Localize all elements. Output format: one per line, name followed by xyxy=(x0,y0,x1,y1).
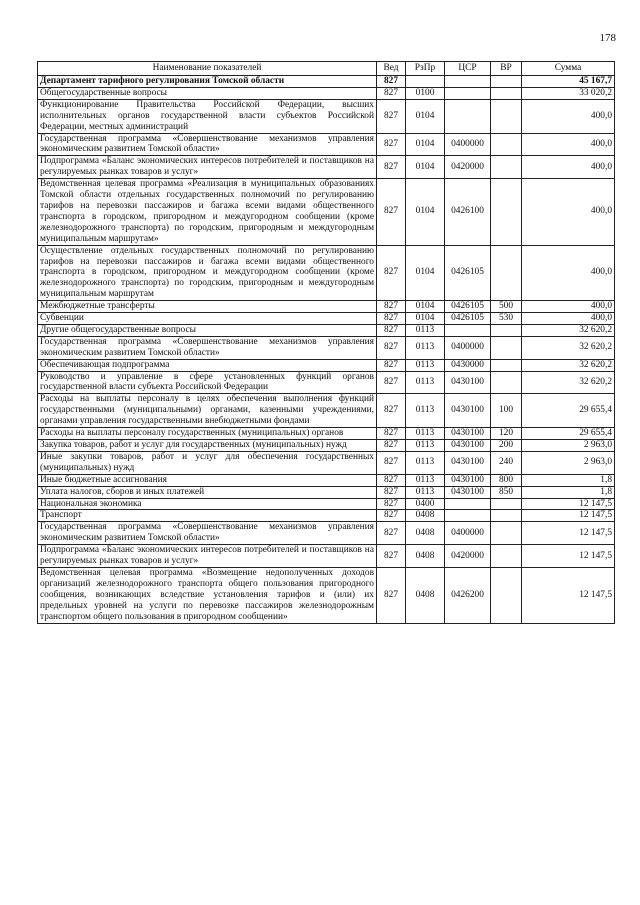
row-sum: 400,0 xyxy=(522,156,615,179)
row-csr: 0430000 xyxy=(445,359,491,371)
table-row xyxy=(38,179,615,245)
row-rz: 0113 xyxy=(406,394,445,428)
table-header-row xyxy=(38,62,615,76)
row-ved: 827 xyxy=(377,486,406,498)
row-vr: 120 xyxy=(491,428,522,440)
row-csr: 0426105 xyxy=(445,301,491,313)
row-csr: 0426105 xyxy=(445,313,491,325)
row-vr: 500 xyxy=(491,301,522,313)
row-rz xyxy=(406,76,445,88)
row-vr xyxy=(491,498,522,510)
row-vr: 850 xyxy=(491,486,522,498)
table-row xyxy=(38,428,615,440)
row-vr xyxy=(491,567,522,623)
row-csr xyxy=(445,76,491,88)
row-rz: 0104 xyxy=(406,301,445,313)
row-sum: 12 147,5 xyxy=(522,498,615,510)
table-row xyxy=(38,522,615,545)
row-name: Закупка товаров, работ и услуг для государственных (муниципальных) нужд xyxy=(38,440,377,452)
row-csr: 0430100 xyxy=(445,394,491,428)
row-rz: 0408 xyxy=(406,510,445,522)
row-ved: 827 xyxy=(377,451,406,474)
row-rz: 0408 xyxy=(406,545,445,568)
row-rz: 0100 xyxy=(406,87,445,99)
table-row xyxy=(38,567,615,623)
row-name: Расходы на выплаты персоналу в целях обеспечения выполнения функций государственными (муниципальными) органами, казенными учреждениями, органами управления государственными внебюджетными фондами xyxy=(38,394,377,428)
row-rz: 0104 xyxy=(406,99,445,133)
header-ved: Вед xyxy=(377,62,406,76)
row-sum: 32 620,2 xyxy=(522,371,615,394)
row-name: Функционирование Правительства Российской Федерации, высших исполнительных органов государственной власти субъектов Российской Федерации, местных администраций xyxy=(38,99,377,133)
row-csr: 0426100 xyxy=(445,179,491,245)
row-name: Другие общегосударственные вопросы xyxy=(38,324,377,336)
table-row xyxy=(38,359,615,371)
row-ved: 827 xyxy=(377,245,406,301)
row-rz: 0104 xyxy=(406,245,445,301)
table-row xyxy=(38,76,615,88)
row-vr xyxy=(491,99,522,133)
row-name: Иные бюджетные ассигнования xyxy=(38,474,377,486)
row-vr xyxy=(491,76,522,88)
row-ved: 827 xyxy=(377,498,406,510)
row-ved: 827 xyxy=(377,156,406,179)
budget-table xyxy=(37,61,615,624)
row-ved: 827 xyxy=(377,567,406,623)
row-rz: 0113 xyxy=(406,474,445,486)
row-csr: 0430100 xyxy=(445,371,491,394)
row-csr: 0426105 xyxy=(445,245,491,301)
row-name: Руководство и управление в сфере установленных функций органов государственной власти субъекта Российской Федерации xyxy=(38,371,377,394)
row-name: Обеспечивающая подпрограмма xyxy=(38,359,377,371)
table-row xyxy=(38,474,615,486)
row-rz: 0113 xyxy=(406,440,445,452)
row-sum: 33 020,2 xyxy=(522,87,615,99)
row-sum: 29 655,4 xyxy=(522,428,615,440)
row-sum: 400,0 xyxy=(522,99,615,133)
row-vr: 200 xyxy=(491,440,522,452)
row-sum: 400,0 xyxy=(522,313,615,325)
header-vr: ВР xyxy=(491,62,522,76)
row-sum: 12 147,5 xyxy=(522,567,615,623)
row-vr: 240 xyxy=(491,451,522,474)
row-vr xyxy=(491,522,522,545)
row-vr: 100 xyxy=(491,394,522,428)
row-ved: 827 xyxy=(377,359,406,371)
row-name: Расходы на выплаты персоналу государственных (муниципальных) органов xyxy=(38,428,377,440)
row-name: Иные закупки товаров, работ и услуг для обеспечения государственных (муниципальных) нужд xyxy=(38,451,377,474)
table-row xyxy=(38,498,615,510)
row-name: Уплата налогов, сборов и иных платежей xyxy=(38,486,377,498)
table-row xyxy=(38,371,615,394)
row-name: Межбюджетные трансферты xyxy=(38,301,377,313)
row-name: Департамент тарифного регулирования Томской области xyxy=(38,76,377,88)
row-name: Транспорт xyxy=(38,510,377,522)
row-csr xyxy=(445,99,491,133)
row-name: Осуществление отдельных государственных полномочий по регулированию тарифов на перевозки пассажиров и багажа всеми видами общественного транспорта в городском, пригородном и междугородном сообщении (кроме железнодорожного транспорта) по городским, пригородным и междугородным муниципальным маршрутам xyxy=(38,245,377,301)
table-row xyxy=(38,99,615,133)
table-body xyxy=(38,76,615,624)
row-vr xyxy=(491,545,522,568)
row-rz: 0113 xyxy=(406,371,445,394)
table-row xyxy=(38,451,615,474)
row-sum: 32 620,2 xyxy=(522,359,615,371)
row-csr xyxy=(445,324,491,336)
row-ved: 827 xyxy=(377,394,406,428)
row-csr: 0430100 xyxy=(445,428,491,440)
row-name: Национальная экономика xyxy=(38,498,377,510)
row-ved: 827 xyxy=(377,474,406,486)
row-sum: 12 147,5 xyxy=(522,545,615,568)
row-csr xyxy=(445,87,491,99)
table-row xyxy=(38,510,615,522)
row-csr: 0420000 xyxy=(445,156,491,179)
row-csr: 0426200 xyxy=(445,567,491,623)
row-name: Подпрограмма «Баланс экономических интересов потребителей и поставщиков на регулируемых рынках товаров и услуг» xyxy=(38,156,377,179)
row-sum: 2 963,0 xyxy=(522,451,615,474)
row-ved: 827 xyxy=(377,313,406,325)
row-rz: 0113 xyxy=(406,451,445,474)
row-rz: 0113 xyxy=(406,359,445,371)
table-row xyxy=(38,245,615,301)
row-name: Ведомственная целевая программа «Возмещение недополученных доходов организаций железнодорожного транспорта общего пользования пригородного сообщения, возникающих вследствие установления тарифов и (или) их предельных уровней на услуги по перевозке пассажиров железнодорожным транспортом общего пользования в пригородном сообщении» xyxy=(38,567,377,623)
row-sum: 400,0 xyxy=(522,301,615,313)
row-rz: 0104 xyxy=(406,179,445,245)
row-sum: 12 147,5 xyxy=(522,510,615,522)
row-ved: 827 xyxy=(377,301,406,313)
row-vr xyxy=(491,324,522,336)
row-csr: 0400000 xyxy=(445,133,491,156)
table-row xyxy=(38,301,615,313)
row-csr: 0400000 xyxy=(445,522,491,545)
row-name: Государственная программа «Совершенствование механизмов управления экономическим развитием Томской области» xyxy=(38,336,377,359)
row-name: Государственная программа «Совершенствование механизмов управления экономическим развитием Томской области» xyxy=(38,133,377,156)
row-rz: 0104 xyxy=(406,133,445,156)
row-ved: 827 xyxy=(377,522,406,545)
row-sum: 29 655,4 xyxy=(522,394,615,428)
row-ved: 827 xyxy=(377,99,406,133)
header-csr: ЦСР xyxy=(445,62,491,76)
row-sum: 400,0 xyxy=(522,179,615,245)
row-csr xyxy=(445,498,491,510)
row-csr: 0430100 xyxy=(445,440,491,452)
page-number: 178 xyxy=(599,32,616,44)
row-sum: 1,8 xyxy=(522,474,615,486)
row-rz: 0113 xyxy=(406,324,445,336)
table-row xyxy=(38,486,615,498)
row-rz: 0113 xyxy=(406,428,445,440)
row-csr xyxy=(445,510,491,522)
table-row xyxy=(38,545,615,568)
row-sum: 45 167,7 xyxy=(522,76,615,88)
row-ved: 827 xyxy=(377,324,406,336)
row-ved: 827 xyxy=(377,510,406,522)
row-ved: 827 xyxy=(377,133,406,156)
row-ved: 827 xyxy=(377,336,406,359)
row-ved: 827 xyxy=(377,87,406,99)
row-rz: 0400 xyxy=(406,498,445,510)
table-row xyxy=(38,87,615,99)
row-vr xyxy=(491,179,522,245)
row-vr xyxy=(491,133,522,156)
row-ved: 827 xyxy=(377,545,406,568)
row-vr: 800 xyxy=(491,474,522,486)
row-csr: 0430100 xyxy=(445,486,491,498)
row-sum: 400,0 xyxy=(522,245,615,301)
row-vr xyxy=(491,87,522,99)
row-name: Общегосударственные вопросы xyxy=(38,87,377,99)
header-rz: РзПр xyxy=(406,62,445,76)
row-sum: 32 620,2 xyxy=(522,324,615,336)
row-vr xyxy=(491,371,522,394)
row-name: Ведомственная целевая программа «Реализация в муниципальных образованиях Томской области отдельных государственных полномочий по регулированию тарифов на перевозки пассажиров и багажа всеми видами общественного транспорта в городском, пригородном и междугородном сообщении (кроме железнодорожного транспорта) по городским, пригородным и междугородным муниципальным маршрутам» xyxy=(38,179,377,245)
row-vr xyxy=(491,156,522,179)
row-vr: 530 xyxy=(491,313,522,325)
table-row xyxy=(38,336,615,359)
row-vr xyxy=(491,510,522,522)
row-csr: 0420000 xyxy=(445,545,491,568)
table-row xyxy=(38,394,615,428)
row-csr: 0430100 xyxy=(445,451,491,474)
row-name: Государственная программа «Совершенствование механизмов управления экономическим развитием Томской области» xyxy=(38,522,377,545)
table-row xyxy=(38,440,615,452)
row-sum: 2 963,0 xyxy=(522,440,615,452)
row-rz: 0113 xyxy=(406,336,445,359)
row-ved: 827 xyxy=(377,428,406,440)
row-sum: 400,0 xyxy=(522,133,615,156)
row-rz: 0104 xyxy=(406,313,445,325)
row-rz: 0113 xyxy=(406,486,445,498)
table-row xyxy=(38,133,615,156)
row-ved: 827 xyxy=(377,440,406,452)
row-sum: 12 147,5 xyxy=(522,522,615,545)
row-vr xyxy=(491,359,522,371)
header-name: Наименование показателей xyxy=(38,62,377,76)
row-sum: 32 620,2 xyxy=(522,336,615,359)
row-rz: 0408 xyxy=(406,522,445,545)
row-vr xyxy=(491,245,522,301)
row-name: Подпрограмма «Баланс экономических интересов потребителей и поставщиков на регулируемых рынках товаров и услуг» xyxy=(38,545,377,568)
row-rz: 0408 xyxy=(406,567,445,623)
table-row xyxy=(38,324,615,336)
row-csr: 0430100 xyxy=(445,474,491,486)
table-row xyxy=(38,156,615,179)
row-ved: 827 xyxy=(377,371,406,394)
row-vr xyxy=(491,336,522,359)
table-row xyxy=(38,313,615,325)
row-ved: 827 xyxy=(377,179,406,245)
row-ved: 827 xyxy=(377,76,406,88)
row-csr: 0400000 xyxy=(445,336,491,359)
row-name: Субвенции xyxy=(38,313,377,325)
header-sum: Сумма xyxy=(522,62,615,76)
row-sum: 1,8 xyxy=(522,486,615,498)
row-rz: 0104 xyxy=(406,156,445,179)
